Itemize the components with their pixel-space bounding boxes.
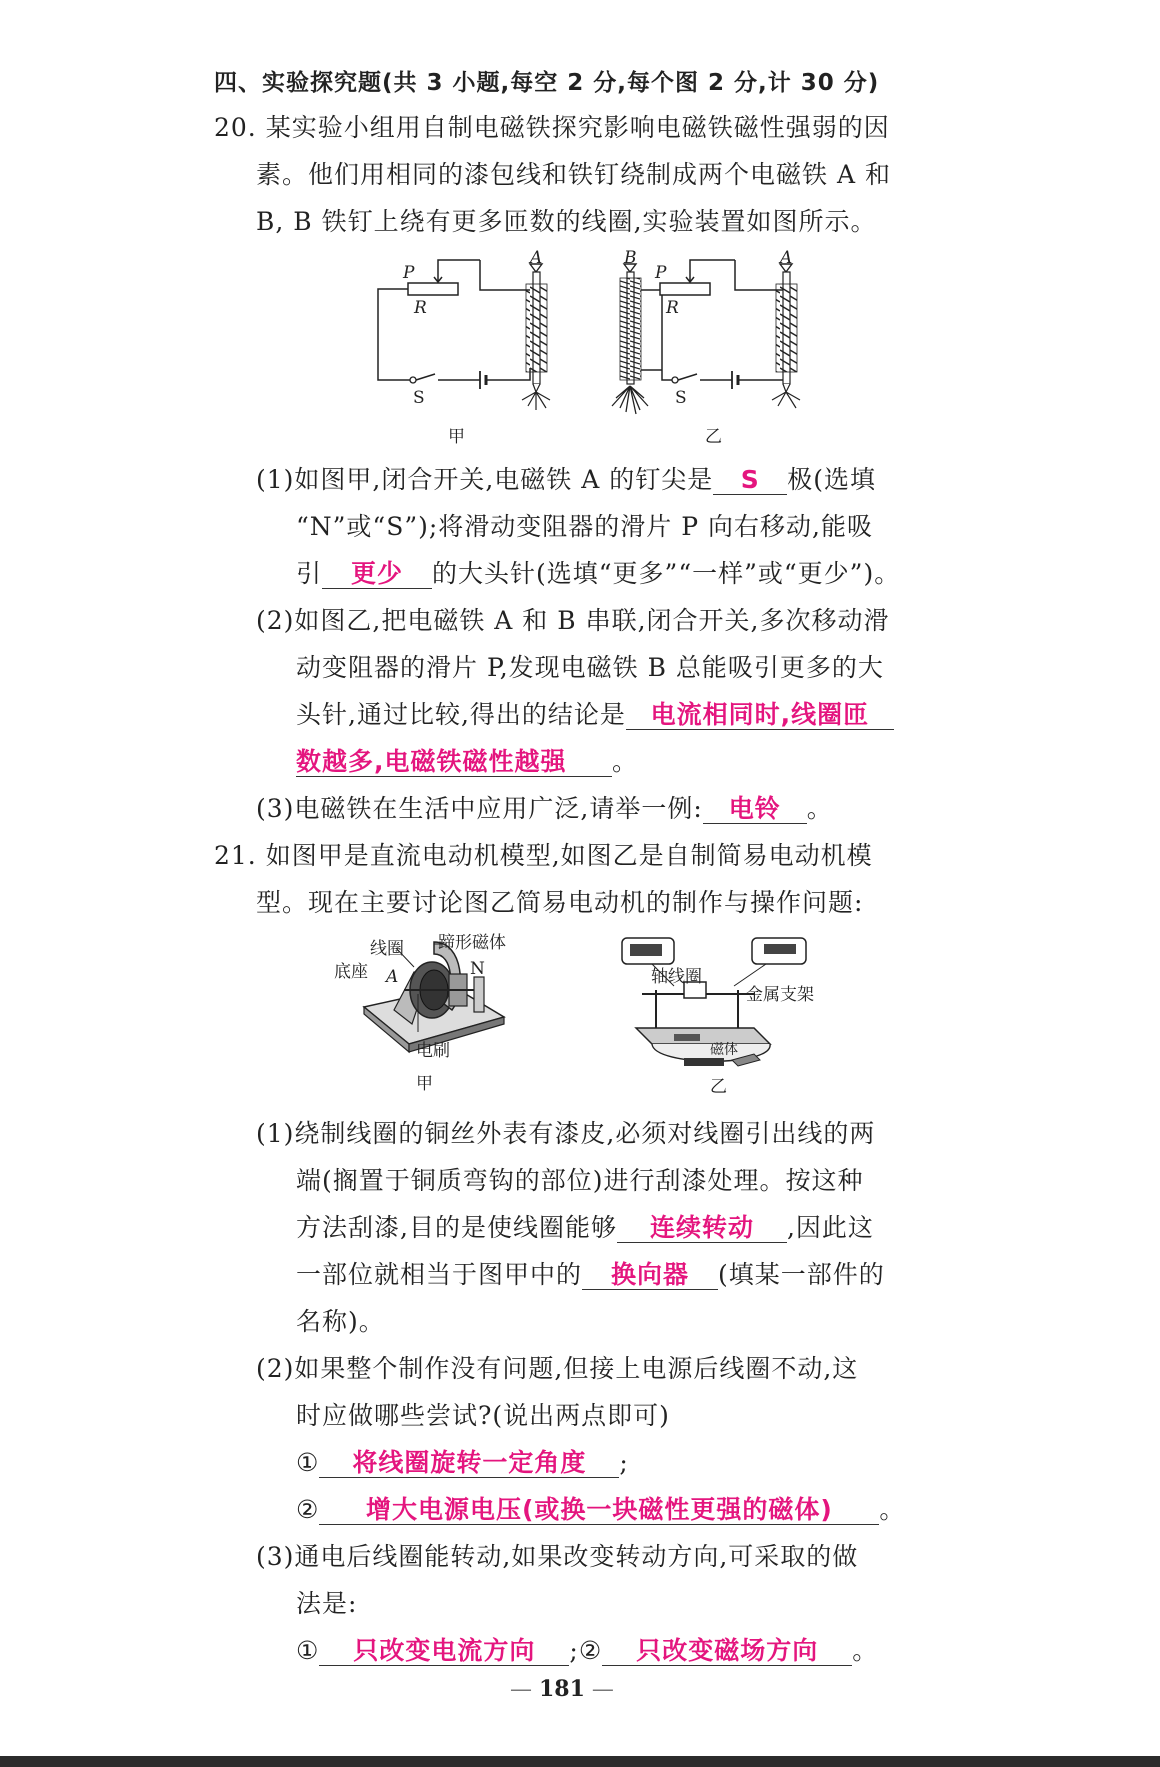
q20-p1-blank2: [322, 557, 432, 589]
q21-p1-line2: 端(搁置于铜质弯钩的部位)进行刮漆处理。按这种: [296, 1166, 864, 1195]
caption-jia: 甲: [448, 427, 465, 447]
q21-p1-answer2: 换向器: [611, 1260, 690, 1289]
q21-p1-text-d: (填某一部件的: [718, 1260, 885, 1289]
label-A-yi: A: [780, 250, 793, 268]
q21-p1-line4: [296, 1258, 885, 1292]
q20-p1-answer2: 更少: [351, 559, 404, 588]
page-number-dash-left: —: [510, 1677, 539, 1702]
label-S-yi: S: [675, 388, 687, 408]
fig-label-coil: 线圈: [370, 939, 404, 959]
q20-p2-blank-part2: [296, 745, 612, 777]
q21-p2-answer1: 将线圈旋转一定角度: [352, 1448, 587, 1477]
q21-p1-text-b: ,因此这: [786, 1213, 874, 1242]
q21-p3-item: [296, 1634, 878, 1668]
caption-yi: 乙: [705, 427, 722, 447]
q20-p2-blank-part1: [626, 698, 894, 730]
q21-p1-blank2: [582, 1258, 718, 1290]
q21-p2-blank2: [319, 1493, 879, 1525]
section-header: 四、实验探究题(共 3 小题,每空 2 分,每个图 2 分,计 30 分): [214, 70, 880, 96]
fig-label-bracket: 金属支架: [746, 985, 814, 1005]
q20-p3-text-a: (3)电磁铁在生活中应用广泛,请举一例:: [256, 794, 703, 823]
q20-p2-end: 。: [612, 747, 639, 776]
label-R-jia: R: [414, 298, 427, 318]
q20-intro-line1: 20. 某实验小组用自制电磁铁探究影响电磁铁磁性强弱的因: [214, 113, 890, 142]
circuit-yi: [612, 250, 800, 447]
q21-p2-end2: 。: [879, 1495, 906, 1524]
motor-jia: [334, 933, 506, 1094]
page-number: [510, 1676, 614, 1702]
q20-p2-line2: 动变阻器的滑片 P,发现电磁铁 B 总能吸引更多的大: [296, 653, 884, 682]
fig-label-A: A: [386, 967, 399, 987]
label-P-jia: P: [403, 263, 415, 283]
label-B-yi: B: [624, 250, 637, 268]
q21-p1-blank1: [617, 1211, 787, 1243]
q20-p1-text-a: (1)如图甲,闭合开关,电磁铁 A 的钉尖是: [256, 465, 714, 494]
q20-p1-text-b: 极(选填: [787, 465, 877, 494]
fig-label-magnet2: 磁体: [710, 1042, 738, 1058]
q21-p2-blank1: [319, 1446, 619, 1478]
q20-p2-line1: (2)如图乙,把电磁铁 A 和 B 串联,闭合开关,多次移动滑: [256, 606, 890, 635]
q21-p3-sep: ;②: [569, 1636, 603, 1665]
q21-p2-answer2: 增大电源电压(或换一块磁性更强的磁体): [365, 1495, 833, 1524]
q20-p1-text-d: 的大头针(选填“更多”“一样”或“更少”)。: [432, 559, 901, 588]
q21-p1-answer1: 连续转动: [649, 1213, 754, 1242]
q20-p1-text-c: 引: [296, 559, 323, 588]
q21-p1-line5: 名称)。: [296, 1307, 385, 1336]
q20-p1-line3: [296, 557, 900, 591]
q20-p2-answer-part1: 电流相同时,线圈匝: [650, 700, 870, 729]
q21-p1-text-c: 一部位就相当于图甲中的: [296, 1260, 583, 1289]
q21-p1-line3: [296, 1211, 874, 1245]
q20-circuit-figure: [370, 250, 820, 455]
q20-p2-line4: [296, 745, 638, 779]
label-S-jia: S: [413, 388, 425, 408]
q21-p1-line1: (1)绕制线圈的铜丝外表有漆皮,必须对线圈引出线的两: [256, 1119, 876, 1148]
q20-p1-blank1: [713, 463, 787, 495]
q21-p3-num1: ①: [296, 1636, 320, 1665]
q21-p3-line2: 法是:: [296, 1589, 358, 1618]
q20-p1-line1: [256, 463, 876, 497]
q21-p2-item2: [296, 1493, 905, 1527]
q20-p2-text-a: 头针,通过比较,得出的结论是: [296, 700, 626, 729]
circuit-jia: [378, 250, 550, 447]
fig-caption-yi: 乙: [710, 1077, 727, 1097]
q20-p2-answer-part2: 数越多,电磁铁磁性越强: [296, 747, 567, 776]
q20-p3-line: [256, 792, 833, 826]
q21-p2-num2: ②: [296, 1495, 320, 1524]
q21-p3-end: 。: [852, 1636, 879, 1665]
label-P-yi: P: [655, 263, 667, 283]
fig-label-base: 底座: [334, 962, 368, 982]
label-A-jia: A: [530, 250, 543, 268]
q21-p3-answer2: 只改变磁场方向: [636, 1636, 819, 1665]
q20-p1-line2: “N”或“S”);将滑动变阻器的滑片 P 向右移动,能吸: [296, 512, 873, 541]
page-number-dash-right: —: [584, 1677, 614, 1702]
fig-label-N: N: [470, 959, 485, 979]
page-number-value: 181: [539, 1676, 585, 1702]
q21-motor-figure: [334, 932, 854, 1102]
q21-p2-line1: (2)如果整个制作没有问题,但接上电源后线圈不动,这: [256, 1354, 859, 1383]
q20-p1-answer1: S: [740, 465, 760, 494]
q21-p2-sep1: ;: [619, 1448, 629, 1477]
q21-p3-blank1: [319, 1634, 569, 1666]
q21-p3-answer1: 只改变电流方向: [353, 1636, 536, 1665]
q21-p2-line2: 时应做哪些尝试?(说出两点即可): [296, 1401, 670, 1430]
fig-caption-jia: 甲: [416, 1074, 433, 1094]
q21-p3-blank2: [602, 1634, 852, 1666]
q21-p2-item1: [296, 1446, 629, 1480]
q21-p2-num1: ①: [296, 1448, 320, 1477]
q21-p1-text-a: 方法刮漆,目的是使线圈能够: [296, 1213, 617, 1242]
q21-intro-line1: 21. 如图甲是直流电动机模型,如图乙是自制简易电动机模: [214, 841, 873, 870]
q20-intro-line2: 素。他们用相同的漆包线和铁钉绕制成两个电磁铁 A 和: [256, 160, 891, 189]
q20-p2-line3: [296, 698, 894, 732]
motor-yi: [622, 938, 814, 1097]
fig-label-axle-coil: 轴线圈: [651, 967, 702, 987]
bottom-bar: [0, 1756, 1160, 1767]
label-R-yi: R: [666, 298, 679, 318]
q20-p3-end: 。: [806, 794, 833, 823]
q21-p3-line1: (3)通电后线圈能转动,如果改变转动方向,可采取的做: [256, 1542, 859, 1571]
fig-label-magnet: 蹄形磁体: [438, 933, 506, 953]
fig-label-brush: 电刷: [416, 1041, 450, 1061]
q20-intro-line3: B, B 铁钉上绕有更多匝数的线圈,实验装置如图所示。: [256, 207, 877, 236]
q20-p3-blank: [703, 792, 807, 824]
q20-p3-answer: 电铃: [728, 794, 781, 823]
q21-intro-line2: 型。现在主要讨论图乙简易电动机的制作与操作问题:: [256, 888, 864, 917]
